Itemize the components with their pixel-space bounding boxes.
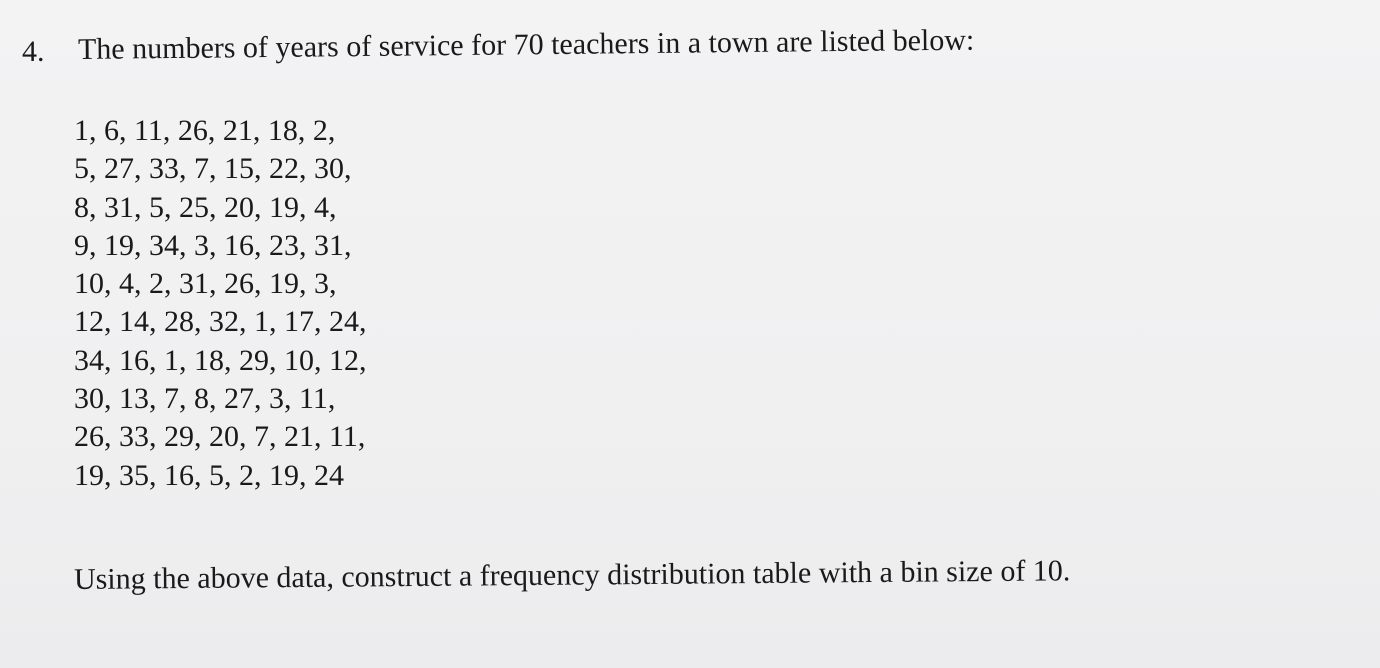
question-text: The numbers of years of service for 70 teachers in a town are listed below: [77, 23, 975, 66]
data-line: 12, 14, 28, 32, 1, 17, 24, [74, 305, 367, 339]
data-line: 9, 19, 34, 3, 16, 23, 31, [74, 228, 352, 262]
data-line: 8, 31, 5, 25, 20, 19, 4, [74, 190, 337, 224]
data-list [74, 112, 367, 495]
data-line: 19, 35, 16, 5, 2, 19, 24 [74, 458, 344, 492]
instruction-text: Using the above data, construct a frequency distribution table with a bin size of 10. [73, 554, 1071, 596]
data-line: 30, 13, 7, 8, 27, 3, 11, [74, 382, 336, 416]
data-line: 1, 6, 11, 26, 21, 18, 2, [74, 114, 336, 147]
question-number: 4. [22, 35, 45, 68]
data-line: 10, 4, 2, 31, 26, 19, 3, [74, 267, 337, 301]
data-line: 34, 16, 1, 18, 29, 10, 12, [74, 343, 367, 377]
data-line: 26, 33, 29, 20, 7, 21, 11, [74, 420, 366, 454]
data-line: 5, 27, 33, 7, 15, 22, 30, [74, 152, 352, 186]
